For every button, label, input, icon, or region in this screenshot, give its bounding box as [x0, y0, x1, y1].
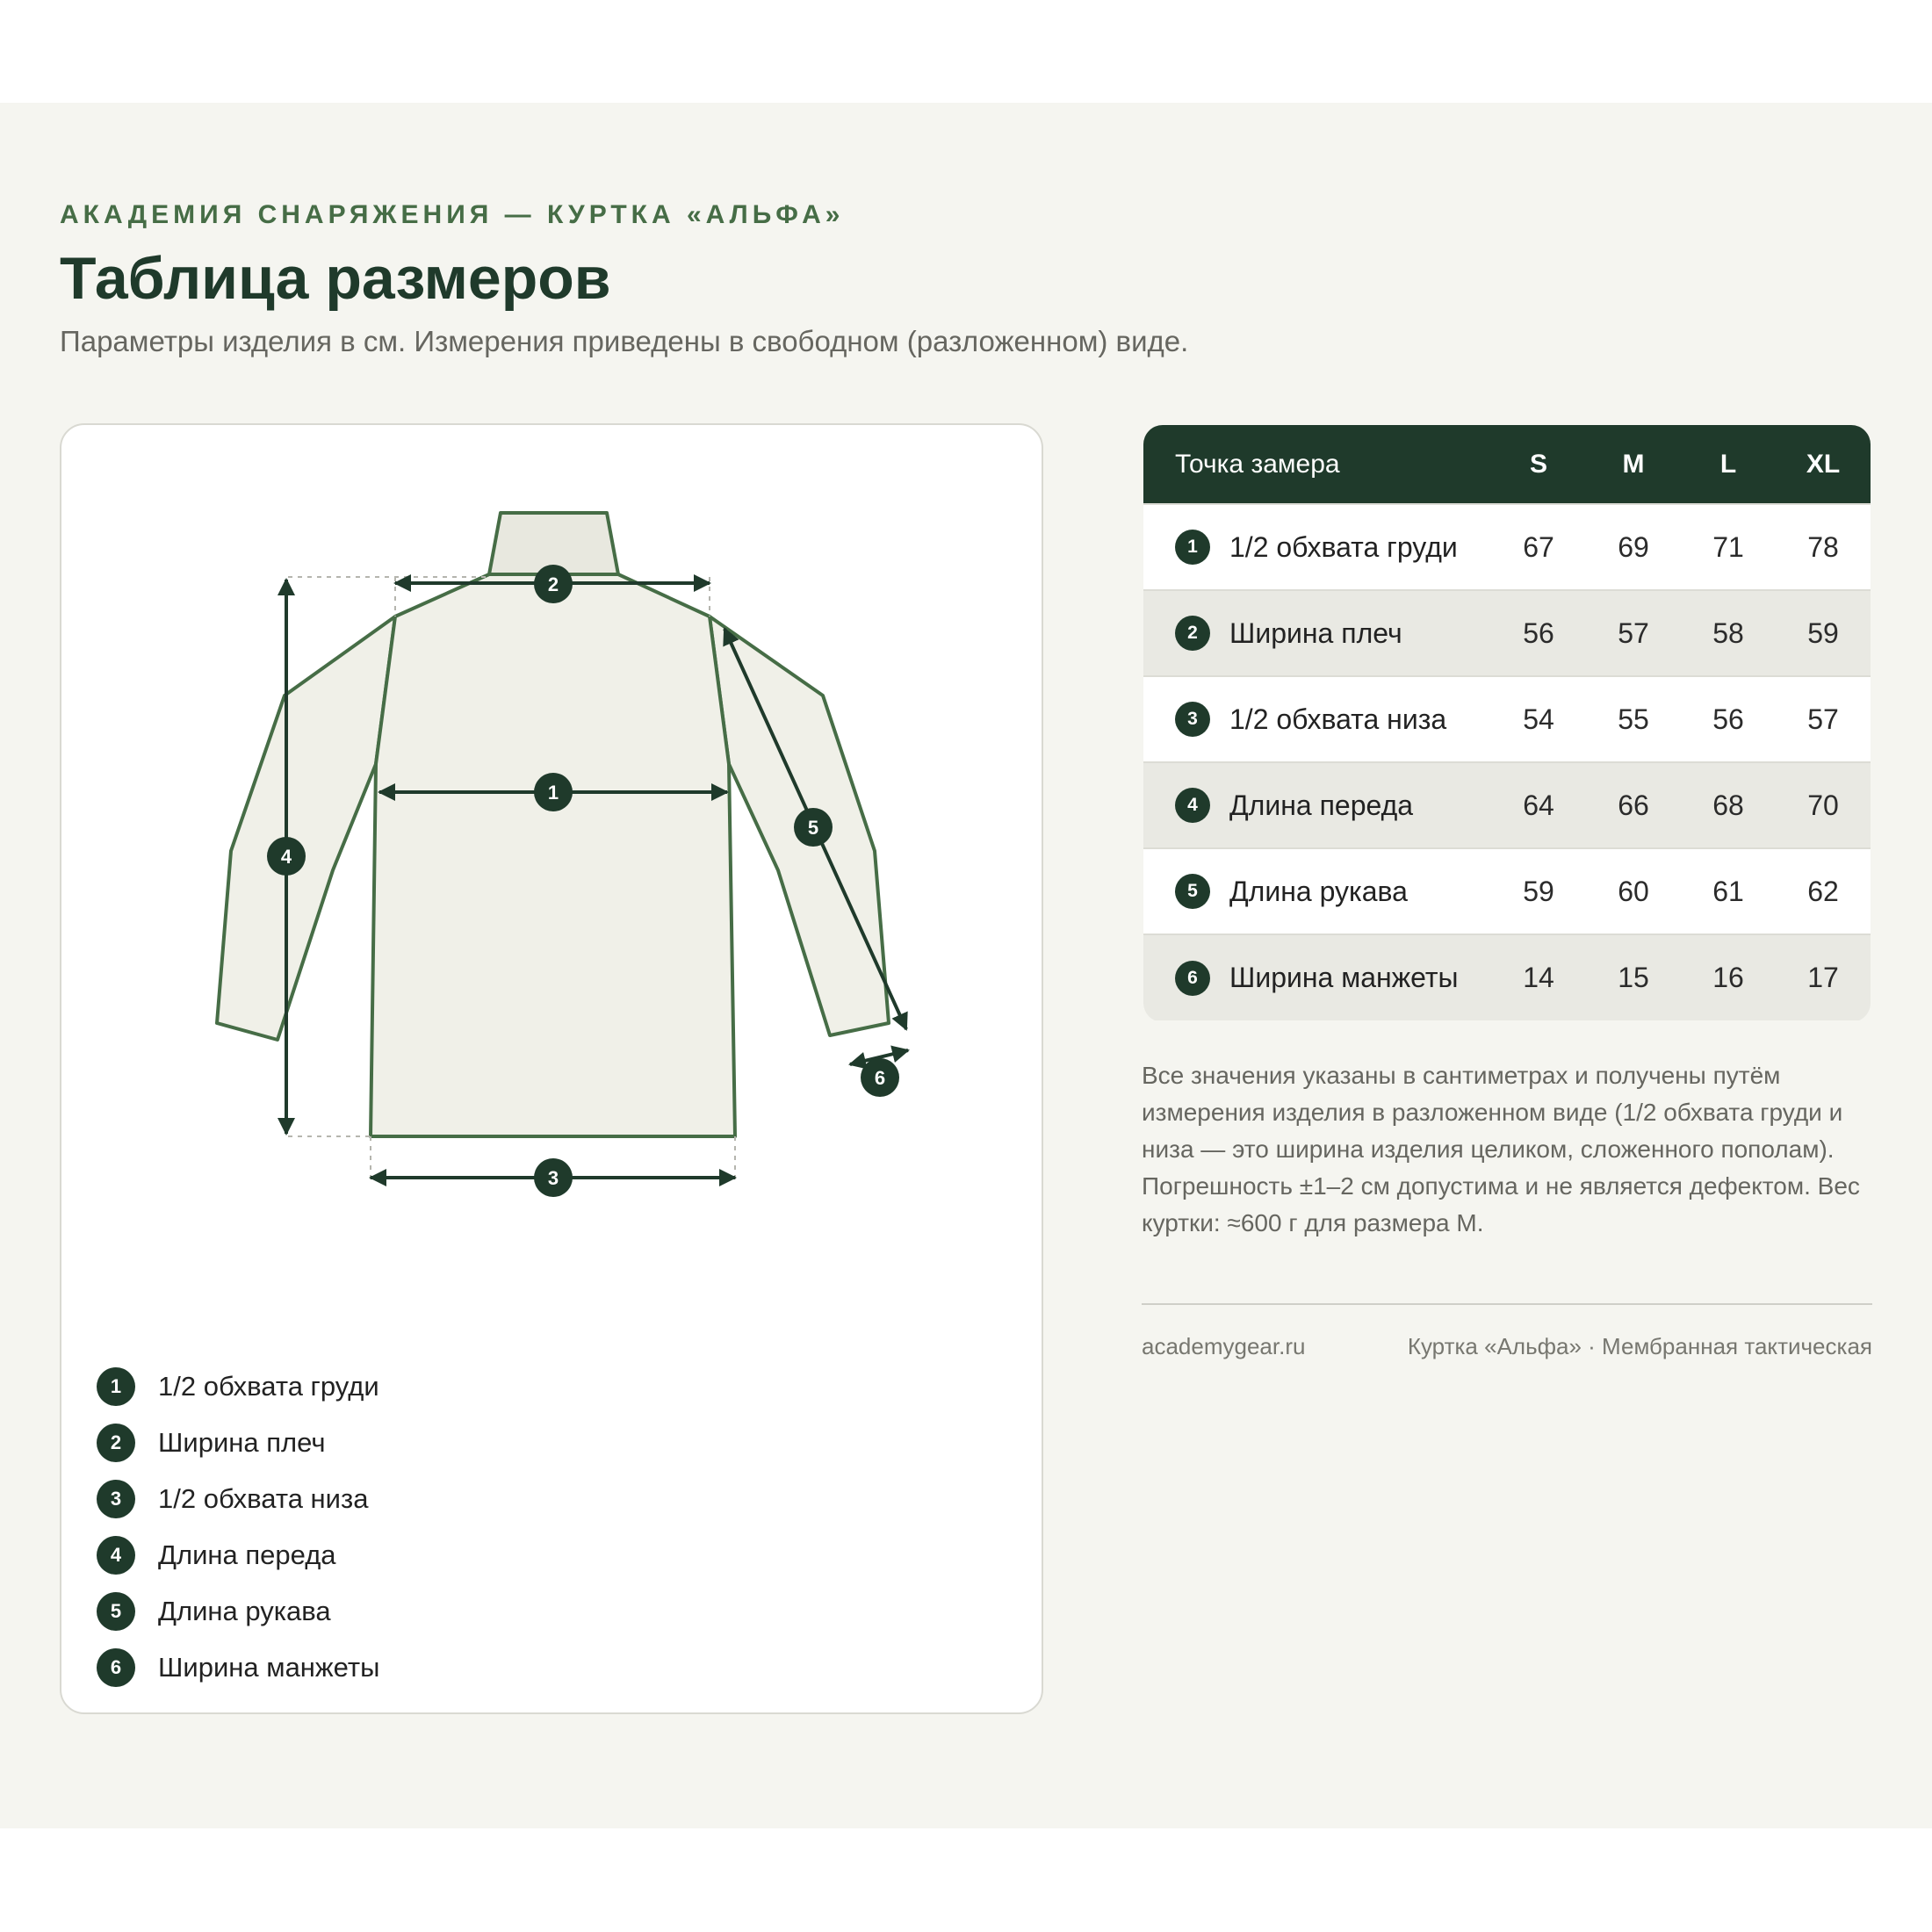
size-value-cell: 69 [1586, 504, 1681, 590]
table-row [1143, 934, 1871, 1020]
diagram-legend [97, 1359, 379, 1696]
measure-point-cell [1143, 504, 1491, 590]
marker-2 [534, 565, 573, 603]
legend-label: Ширина плеч [158, 1427, 326, 1458]
row-label: Ширина манжеты [1229, 962, 1459, 993]
row-number-badge: 6 [1175, 961, 1210, 996]
svg-text:4: 4 [280, 846, 292, 868]
size-value-cell: 58 [1681, 590, 1776, 676]
page-title: Таблица размеров [60, 245, 611, 312]
size-value-cell: 67 [1491, 504, 1586, 590]
size-table-container [1143, 425, 1871, 1022]
footer-divider [1142, 1303, 1872, 1305]
legend-number-badge: 3 [97, 1480, 135, 1518]
measurement-note: Все значения указаны в сантиметрах и получены путём измерения изделия в разложенном виде (1/2 обхвата груди и низа — это ширина изделия целиком, сложенного пополам). Погрешность ±1–2 см допустима и не является дефектом. Вес куртки: ≈600 г для размера M. [1142, 1062, 1860, 1236]
size-table [1143, 425, 1871, 1020]
brand-eyebrow: АКАДЕМИЯ СНАРЯЖЕНИЯ — КУРТКА «АЛЬФА» [60, 200, 845, 229]
marker-5 [794, 808, 833, 847]
legend-number-badge: 5 [97, 1592, 135, 1631]
column-header-size-m: M [1622, 449, 1645, 479]
size-value-cell: 57 [1776, 676, 1871, 762]
jacket-body [371, 574, 735, 1136]
size-value-cell: 55 [1586, 676, 1681, 762]
row-number-badge: 1 [1175, 530, 1210, 565]
size-value-cell: 15 [1586, 934, 1681, 1020]
legend-item [97, 1471, 379, 1527]
measure-point-cell [1143, 934, 1491, 1020]
size-value-cell: 17 [1776, 934, 1871, 1020]
table-row [1143, 762, 1871, 848]
legend-item [97, 1527, 379, 1583]
size-value-cell: 70 [1776, 762, 1871, 848]
legend-number-badge: 4 [97, 1536, 135, 1575]
size-value-cell: 56 [1491, 590, 1586, 676]
legend-label: Ширина манжеты [158, 1652, 380, 1683]
legend-number-badge: 6 [97, 1648, 135, 1687]
size-value-cell: 59 [1776, 590, 1871, 676]
row-label: 1/2 обхвата низа [1229, 703, 1447, 735]
size-value-cell: 14 [1491, 934, 1586, 1020]
measure-point-cell [1143, 762, 1491, 848]
marker-3 [534, 1158, 573, 1197]
size-value-cell: 57 [1586, 590, 1681, 676]
row-label: Длина переда [1229, 789, 1414, 821]
marker-1 [534, 773, 573, 811]
legend-label: Длина рукава [158, 1596, 331, 1626]
svg-text:6: 6 [874, 1067, 886, 1089]
size-value-cell: 16 [1681, 934, 1776, 1020]
size-value-cell: 56 [1681, 676, 1776, 762]
legend-label: Длина переда [158, 1539, 336, 1570]
size-value-cell: 60 [1586, 848, 1681, 934]
row-number-badge: 5 [1175, 874, 1210, 909]
table-row [1143, 676, 1871, 762]
size-value-cell: 66 [1586, 762, 1681, 848]
legend-number-badge: 1 [97, 1367, 135, 1406]
svg-text:2: 2 [547, 573, 559, 595]
legend-label: 1/2 обхвата груди [158, 1371, 379, 1402]
svg-text:1: 1 [547, 782, 559, 804]
column-header-size-l: L [1719, 449, 1737, 479]
legend-item [97, 1415, 379, 1471]
page-subtitle: Параметры изделия в см. Измерения приведены в свободном (разложенном) виде. [60, 325, 1189, 357]
legend-item [97, 1640, 379, 1696]
size-value-cell: 78 [1776, 504, 1871, 590]
row-number-badge: 4 [1175, 788, 1210, 823]
size-value-cell: 61 [1681, 848, 1776, 934]
jacket-left-sleeve [217, 616, 395, 1040]
marker-6 [861, 1058, 899, 1097]
marker-4 [267, 837, 306, 876]
legend-label: 1/2 обхвата низа [158, 1483, 369, 1514]
size-value-cell: 59 [1491, 848, 1586, 934]
row-number-badge: 2 [1175, 616, 1210, 651]
row-label: Длина рукава [1229, 875, 1408, 907]
footer-product-name: Куртка «Альфа» · Мембранная тактическая [1407, 1333, 1872, 1359]
table-row [1143, 848, 1871, 934]
legend-item [97, 1583, 379, 1640]
row-label: Ширина плеч [1229, 616, 1402, 649]
column-header-size-xl: XL [1806, 449, 1841, 479]
row-label: 1/2 обхвата груди [1229, 530, 1458, 563]
legend-number-badge: 2 [97, 1424, 135, 1462]
legend-item [97, 1359, 379, 1415]
column-header-point: Точка замера [1175, 449, 1340, 479]
svg-text:5: 5 [807, 817, 819, 839]
size-value-cell: 71 [1681, 504, 1776, 590]
measure-point-cell [1143, 676, 1491, 762]
column-header-size-s: S [1529, 449, 1547, 479]
size-value-cell: 54 [1491, 676, 1586, 762]
size-value-cell: 64 [1491, 762, 1586, 848]
jacket-diagram-card [60, 423, 1043, 1714]
row-number-badge: 3 [1175, 702, 1210, 737]
measure-point-cell [1143, 590, 1491, 676]
size-table-header-row [1143, 425, 1871, 504]
size-value-cell: 68 [1681, 762, 1776, 848]
svg-text:3: 3 [547, 1167, 559, 1189]
size-value-cell: 62 [1776, 848, 1871, 934]
measure-point-cell [1143, 848, 1491, 934]
jacket-measurement-diagram [61, 425, 1045, 1347]
footer-site-link[interactable]: academygear.ru [1142, 1333, 1306, 1359]
table-row [1143, 504, 1871, 590]
table-row [1143, 590, 1871, 676]
